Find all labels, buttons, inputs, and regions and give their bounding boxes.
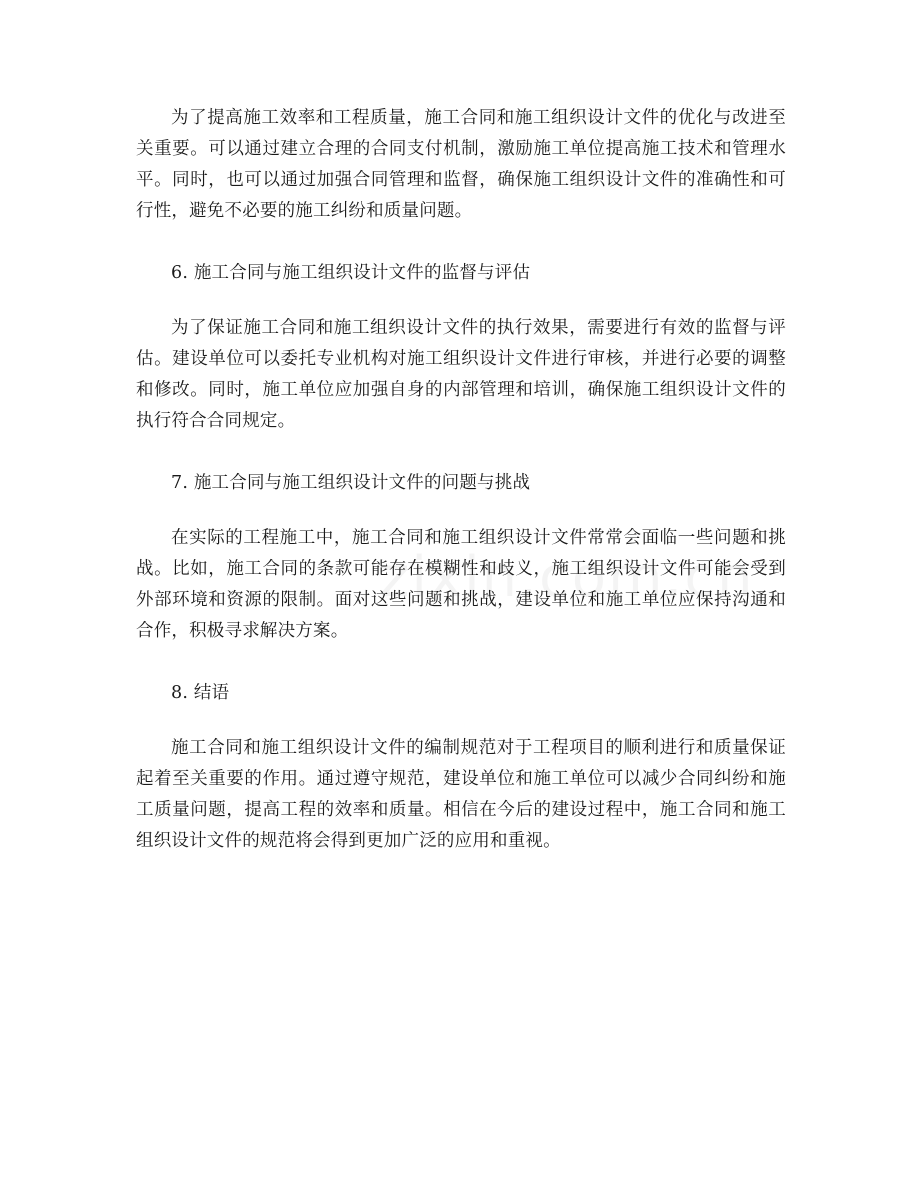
section-8-paragraph: 施工合同和施工组织设计文件的编制规范对于工程项目的顺利进行和质量保证起着至关重要的作用。通过遵守规范，建设单位和施工单位可以减少合同纠纷和施工质量问题，提高工程的效率和质量。相信在今后的建设过程中，施工合同和施工组织设计文件的规范将会得到更加广泛的应用和重视。 (136, 738, 786, 851)
section-6-heading: 6. 施工合同与施工组织设计文件的监督与评估 (171, 263, 531, 283)
section-7-paragraph: 在实际的工程施工中，施工合同和施工组织设计文件常常会面临一些问题和挑战。比如，施工合同的条款可能存在模糊性和歧义，施工组织设计文件可能会受到外部环境和资源的限制。面对这些问题和挑战，建设单位和施工单位应保持沟通和合作，积极寻求解决方案。 (136, 528, 786, 641)
intro-paragraph: 为了提高施工效率和工程质量，施工合同和施工组织设计文件的优化与改进至关重要。可以通过建立合理的合同支付机制，激励施工单位提高施工技术和管理水平。同时，也可以通过加强合同管理和监督，确保施工组织设计文件的准确性和可行性，避免不必要的施工纠纷和质量问题。 (136, 108, 786, 221)
section-8-heading: 8. 结语 (171, 683, 230, 703)
document-page (136, 103, 786, 857)
section-7-heading: 7. 施工合同与施工组织设计文件的问题与挑战 (171, 473, 531, 493)
section-6-paragraph: 为了保证施工合同和施工组织设计文件的执行效果，需要进行有效的监督与评估。建设单位可以委托专业机构对施工组织设计文件进行审核，并进行必要的调整和修改。同时，施工单位应加强自身的内部管理和培训，确保施工组织设计文件的执行符合合同规定。 (136, 318, 786, 431)
